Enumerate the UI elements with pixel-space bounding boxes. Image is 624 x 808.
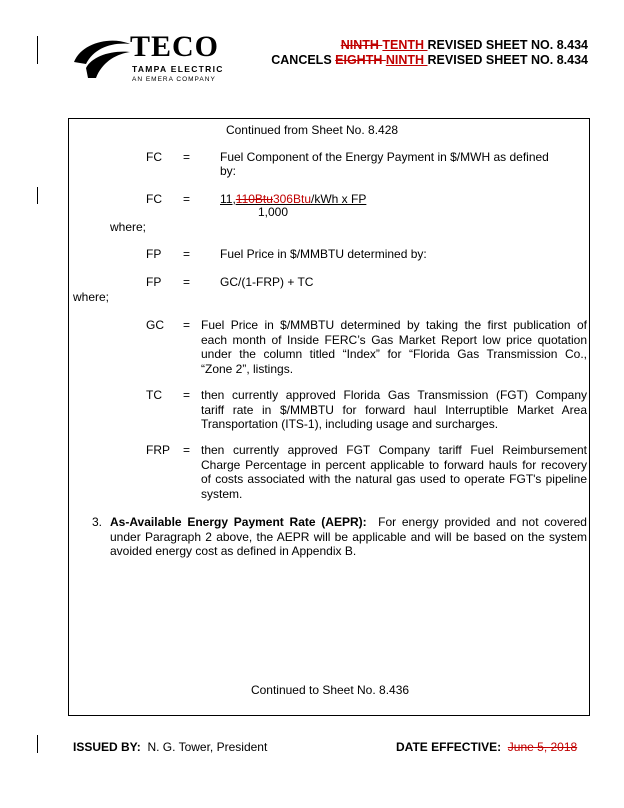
- logo-tagline: TAMPA ELECTRIC: [132, 64, 224, 74]
- tc-equals: =: [183, 388, 191, 402]
- fc-formula-term: FC: [146, 192, 162, 206]
- sheet-revision-line: [341, 38, 588, 52]
- frp-equals: =: [183, 443, 191, 457]
- fp-term: FP: [146, 247, 162, 261]
- new-cancels: NINTH: [385, 53, 428, 67]
- gc-equals: =: [183, 318, 191, 332]
- gc-definition: [201, 318, 587, 376]
- fc-definition-cont: by:: [220, 164, 237, 178]
- tc-definition: [201, 388, 587, 432]
- old-revision: NINTH: [340, 38, 383, 52]
- frp-definition: [201, 443, 587, 501]
- aepr-line-1: [110, 515, 587, 530]
- cancels-prefix: CANCELS: [271, 53, 336, 67]
- formula-part2: /kWh x FP: [311, 192, 367, 206]
- issued-by: [73, 740, 267, 754]
- formula-part1: 11,: [220, 192, 236, 206]
- aepr-line: avoided energy cost as defined in Appendix B.: [110, 544, 357, 558]
- where-label-1: where;: [110, 220, 147, 234]
- where-label-2: where;: [73, 290, 110, 304]
- gc-term: GC: [146, 318, 164, 332]
- date-label: DATE EFFECTIVE:: [396, 740, 502, 754]
- fp-formula-equals: =: [183, 275, 191, 289]
- frp-line: then currently approved FGT Company tariff Fuel Reimbursement: [201, 443, 587, 457]
- issued-value: N. G. Tower, President: [147, 740, 268, 754]
- formula-old-btu: 110Btu: [235, 192, 273, 206]
- revision-rest: REVISED SHEET NO. 8.434: [427, 38, 588, 52]
- aepr-paragraph: [110, 515, 587, 559]
- fp-formula-term: FP: [146, 275, 162, 289]
- cancels-rest: REVISED SHEET NO. 8.434: [427, 53, 588, 67]
- fp-definition: Fuel Price in $/MMBTU determined by:: [220, 247, 427, 261]
- revision-bar-top: [37, 36, 38, 64]
- aepr-line: under Paragraph 2 above, the AEPR will be applicable and will be based on the system: [110, 529, 587, 544]
- issued-label: ISSUED BY:: [73, 740, 141, 754]
- logo-subtitle: AN EMERA COMPANY: [132, 76, 216, 83]
- aepr-heading: As-Available Energy Payment Rate (AEPR):: [110, 515, 367, 529]
- logo-name: TECO: [130, 30, 220, 63]
- continued-from: Continued from Sheet No. 8.428: [225, 123, 399, 137]
- fc-term: FC: [146, 150, 162, 164]
- gc-line: under the column titled “Index” for “Florida Gas Transmission Co.,: [201, 347, 587, 361]
- tc-line: Transportation (ITS-1), including usage and surcharges.: [201, 417, 499, 431]
- frp-term: FRP: [146, 443, 170, 457]
- revision-bar-bottom: [37, 735, 38, 753]
- fp-formula: GC/(1-FRP) + TC: [220, 275, 314, 289]
- frp-line: Charge Percentage in percent applicable to forward hauls for recovery: [201, 457, 587, 472]
- fc-formula-numerator: [220, 192, 366, 206]
- fc-formula-equals: =: [183, 192, 191, 206]
- continued-to: Continued to Sheet No. 8.436: [250, 683, 410, 697]
- revision-bar-middle: [37, 187, 38, 204]
- tc-line: tariff rate in $/MMBTU for forward haul Interruptible Market Area: [201, 402, 587, 417]
- fc-formula-denominator: 1,000: [258, 205, 289, 219]
- date-effective: [396, 740, 577, 754]
- old-cancels: EIGHTH: [335, 53, 386, 67]
- tc-line: then currently approved Florida Gas Transmission (FGT) Company: [201, 388, 587, 402]
- aepr-line1-rest: For energy provided and not covered: [378, 515, 587, 529]
- fc-equals: =: [183, 150, 191, 164]
- date-old: June 5, 2018: [507, 740, 578, 754]
- gc-line: “Zone 2”, listings.: [201, 361, 294, 376]
- gc-line: Fuel Price in $/MMBTU determined by taking the first publication of: [201, 318, 587, 332]
- company-logo: [72, 30, 232, 84]
- tc-term: TC: [146, 388, 162, 402]
- fp-equals: =: [183, 247, 191, 261]
- aepr-number: 3.: [92, 515, 103, 529]
- swoosh-icon: [72, 34, 132, 82]
- gc-line: each month of Inside FERC’s Gas Market Report low price quotation: [201, 332, 587, 347]
- new-revision: TENTH: [382, 38, 428, 52]
- frp-line: of costs associated with the natural gas used to operate FGT's pipeline: [201, 472, 587, 486]
- frp-line: system.: [201, 486, 243, 501]
- formula-new-btu: 306Btu: [272, 192, 311, 206]
- cancels-line: [271, 53, 588, 67]
- fc-definition: Fuel Component of the Energy Payment in $/MWH as defined: [220, 150, 549, 164]
